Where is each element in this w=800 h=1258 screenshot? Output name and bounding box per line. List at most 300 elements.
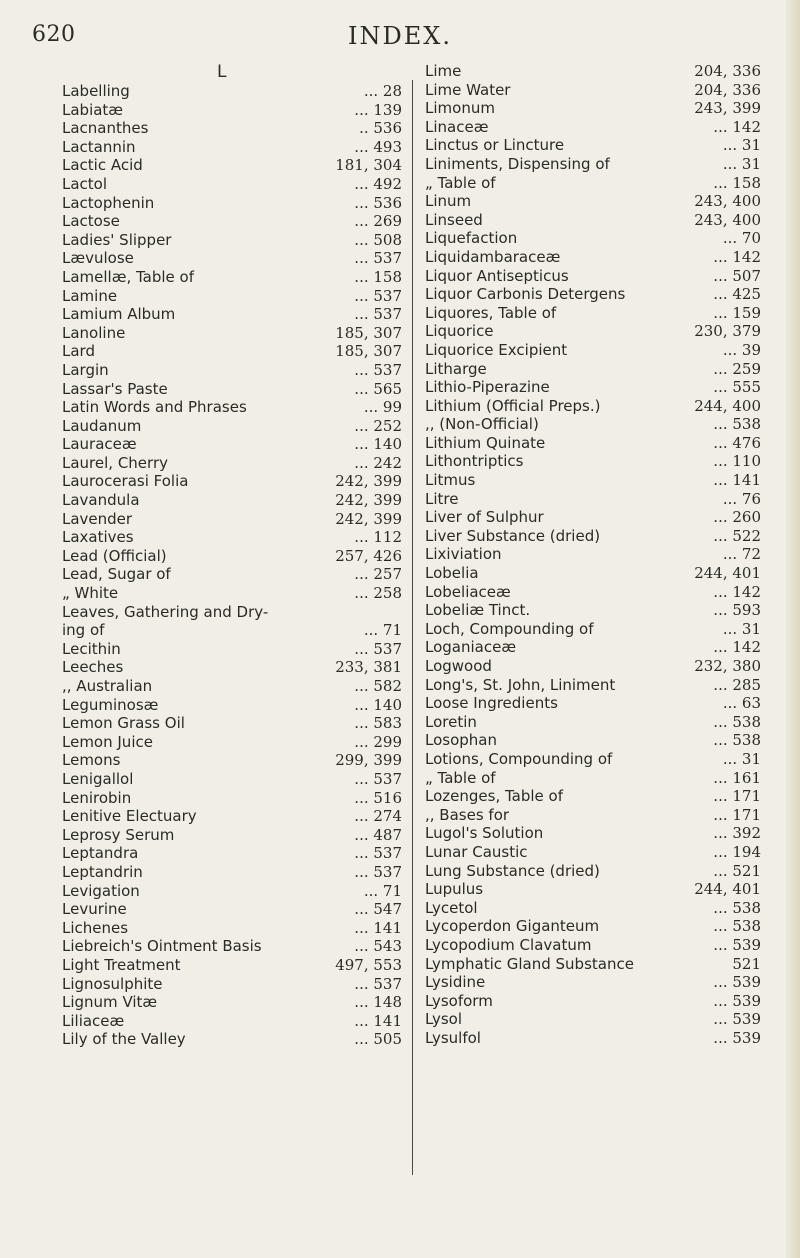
- index-entry: [425, 1010, 761, 1029]
- index-column-right: [425, 62, 761, 1047]
- entry-pages: ... 521: [713, 861, 761, 880]
- index-entry: [425, 81, 761, 100]
- index-entry: [62, 435, 402, 454]
- index-entry: [425, 955, 761, 974]
- index-entry: [62, 472, 402, 491]
- entry-pages: ... 582: [354, 677, 402, 695]
- page-header: [0, 22, 800, 54]
- index-entry: [62, 1030, 402, 1049]
- index-entry: [62, 138, 402, 157]
- entry-term: Lixiviation: [425, 545, 502, 564]
- entry-pages: ... 538: [713, 712, 761, 731]
- index-entry: [62, 565, 402, 584]
- index-entry: [425, 899, 761, 918]
- entry-term: Loganiaceæ: [425, 638, 517, 657]
- entry-pages: ... 110: [713, 452, 761, 471]
- entry-pages: .. 536: [359, 119, 402, 138]
- index-entry: [62, 491, 402, 510]
- entry-term: Leaves, Gathering and Dry-: [62, 602, 269, 621]
- index-entry: [62, 658, 402, 677]
- index-entry: [425, 601, 761, 620]
- entry-pages: ... 539: [713, 973, 761, 992]
- index-entry: [425, 880, 761, 899]
- entry-pages: 243, 399: [694, 99, 761, 118]
- index-entry: [62, 770, 402, 789]
- index-entry: [62, 194, 402, 213]
- entry-term: Lithium Quinate: [425, 433, 546, 452]
- index-entry: [425, 136, 761, 155]
- entry-term: Liliaceæ: [62, 1011, 125, 1030]
- entry-pages: ... 257: [354, 565, 402, 584]
- entry-pages: ... 538: [713, 898, 761, 917]
- index-entry: [62, 305, 402, 324]
- entry-pages: ... 536: [354, 193, 402, 212]
- entry-pages: ... 539: [713, 1028, 761, 1047]
- page-edge: [786, 0, 800, 1258]
- index-entry: [62, 1012, 402, 1031]
- index-entry: [425, 192, 761, 211]
- entry-term: Leptandrin: [62, 862, 143, 881]
- entry-pages: 232, 380: [694, 657, 761, 675]
- entry-term: Lemons: [62, 751, 121, 770]
- index-entry: [62, 361, 402, 380]
- index-entry: [62, 212, 402, 231]
- entry-term: Lunar Caustic: [425, 842, 528, 861]
- entry-pages: ... 63: [722, 694, 761, 713]
- entry-pages: ... 72: [722, 545, 761, 564]
- entry-pages: ... 539: [713, 1010, 761, 1029]
- index-entry: [62, 677, 402, 696]
- entry-term: Logwood: [425, 657, 492, 675]
- index-entry: [425, 657, 761, 676]
- index-entry: [62, 714, 402, 733]
- entry-pages: ... 487: [354, 825, 402, 844]
- entry-term: Liniments, Dispensing of: [425, 154, 610, 173]
- index-entry: [425, 118, 761, 137]
- entry-term: Linum: [425, 192, 472, 211]
- entry-term: ,, Bases for: [425, 805, 510, 824]
- index-entry: [62, 249, 402, 268]
- entry-pages: ... 538: [713, 731, 761, 750]
- index-entry: [425, 843, 761, 862]
- index-entry: [425, 248, 761, 267]
- entry-pages: ... 76: [722, 489, 761, 508]
- entry-term: Leptandra: [62, 844, 139, 863]
- index-entry: [425, 936, 761, 955]
- entry-term: Lamellæ, Table of: [62, 267, 195, 286]
- entry-term: Lactannin: [62, 137, 136, 156]
- index-entry: [62, 510, 402, 529]
- entry-term: Long's, St. John, Liniment: [425, 675, 616, 694]
- entry-pages: ... 159: [713, 303, 761, 322]
- index-entry: [425, 508, 761, 527]
- entry-term: Laudanum: [62, 416, 142, 435]
- entry-pages: 230, 379: [694, 322, 761, 341]
- entry-term: Lemon Juice: [62, 732, 153, 751]
- index-entry: [62, 231, 402, 250]
- entry-pages: ... 158: [713, 173, 761, 192]
- entry-term: Lily of the Valley: [62, 1030, 186, 1049]
- entry-list-right: [425, 62, 761, 1047]
- index-entry: [62, 342, 402, 361]
- entry-term: Ladies' Slipper: [62, 230, 172, 249]
- entry-term: Liquores, Table of: [425, 303, 557, 322]
- entry-pages: ... 547: [354, 900, 402, 919]
- entry-term: Loretin: [425, 712, 477, 731]
- index-entry: [62, 882, 402, 901]
- entry-pages: ... 493: [354, 137, 402, 156]
- entry-pages: ... 507: [713, 266, 761, 285]
- section-letter: L: [217, 62, 227, 82]
- entry-pages: 181, 304: [335, 156, 402, 175]
- entry-term: Lithium (Official Preps.): [425, 396, 601, 415]
- index-entry: [62, 807, 402, 826]
- entry-pages: ... 285: [713, 675, 761, 694]
- entry-pages: ... 71: [363, 881, 402, 900]
- entry-term: Lysoform: [425, 991, 493, 1010]
- index-entry: [425, 676, 761, 695]
- index-entry: [62, 417, 402, 436]
- entry-term: Laurel, Cherry: [62, 453, 168, 472]
- entry-term: Lysulfol: [425, 1028, 481, 1047]
- index-entry: [425, 620, 761, 639]
- entry-term: Liebreich's Ointment Basis: [62, 937, 262, 956]
- index-entry: [425, 490, 761, 509]
- index-entry: [62, 547, 402, 566]
- entry-pages: 244, 401: [694, 880, 761, 899]
- index-entry: [425, 155, 761, 174]
- entry-term: Lard: [62, 342, 95, 361]
- entry-term: Lamium Album: [62, 305, 176, 324]
- entry-term: Lozenges, Table of: [425, 787, 563, 806]
- entry-pages: ... 476: [713, 433, 761, 452]
- index-entry: [425, 285, 761, 304]
- entry-term: Lead (Official): [62, 546, 167, 565]
- entry-term: Liver of Sulphur: [425, 508, 544, 527]
- entry-term: Latin Words and Phrases: [62, 398, 247, 417]
- entry-pages: 497, 553: [335, 955, 402, 974]
- entry-pages: ... 140: [354, 695, 402, 714]
- index-entry: [425, 564, 761, 583]
- entry-term: Lupulus: [425, 880, 484, 899]
- index-entry: [425, 694, 761, 713]
- index-entry: [62, 863, 402, 882]
- entry-pages: 299, 399: [335, 751, 402, 770]
- entry-pages: ... 141: [354, 918, 402, 937]
- entry-pages: ... 565: [354, 379, 402, 398]
- index-entry: [425, 304, 761, 323]
- entry-pages: 244, 401: [694, 564, 761, 583]
- entry-term: Laurocerasi Folia: [62, 472, 189, 491]
- entry-pages: ... 522: [713, 526, 761, 545]
- entry-term: „ Table of: [425, 173, 496, 192]
- entry-pages: ... 539: [713, 991, 761, 1010]
- index-entry: [425, 750, 761, 769]
- entry-term: Lanoline: [62, 323, 126, 342]
- entry-term: Linctus or Lincture: [425, 136, 565, 155]
- entry-pages: ... 258: [354, 584, 402, 603]
- index-entry: [425, 787, 761, 806]
- entry-pages: 185, 307: [335, 323, 402, 342]
- entry-term: Leeches: [62, 658, 124, 677]
- entry-term: Linaceæ: [425, 117, 489, 136]
- entry-pages: ... 537: [354, 862, 402, 881]
- entry-pages: ... 537: [354, 249, 402, 268]
- entry-pages: ... 537: [354, 286, 402, 305]
- index-entry: [425, 992, 761, 1011]
- entry-pages: ... 31: [722, 619, 761, 638]
- index-entry: [62, 268, 402, 287]
- entry-term: Lotions, Compounding of: [425, 749, 613, 768]
- entry-pages: ... 543: [354, 937, 402, 956]
- entry-term: Leguminosæ: [62, 695, 159, 714]
- index-entry: [62, 993, 402, 1012]
- entry-pages: ... 99: [363, 398, 402, 417]
- entry-pages: ... 142: [713, 117, 761, 136]
- index-entry: [62, 380, 402, 399]
- entry-term: ,, Australian: [62, 677, 153, 695]
- entry-pages: ... 260: [713, 508, 761, 527]
- index-entry: [62, 919, 402, 938]
- index-entry: [62, 454, 402, 473]
- entry-pages: ... 537: [354, 639, 402, 658]
- entry-term: Lobeliaceæ: [425, 582, 511, 601]
- entry-term: Liquor Carbonis Detergens: [425, 285, 626, 304]
- index-entry: [62, 156, 402, 175]
- entry-pages: 242, 399: [335, 472, 402, 491]
- index-column-left: [62, 62, 402, 1049]
- index-entry: [425, 973, 761, 992]
- index-entry: [62, 398, 402, 417]
- index-entry: [62, 603, 402, 622]
- entry-term: Levurine: [62, 900, 127, 919]
- entry-term: „ White: [62, 584, 119, 603]
- entry-pages: ... 28: [363, 82, 402, 100]
- index-entry: [425, 267, 761, 286]
- entry-pages: ... 505: [354, 1030, 402, 1049]
- entry-pages: ... 171: [713, 787, 761, 806]
- index-entry: [62, 640, 402, 659]
- entry-term: Lycoperdon Giganteum: [425, 917, 600, 936]
- index-entry: [425, 341, 761, 360]
- entry-term: Lymphatic Gland Substance: [425, 954, 634, 973]
- index-entry: [62, 119, 402, 138]
- index-entry: [425, 583, 761, 602]
- entry-pages: ... 539: [713, 935, 761, 954]
- entry-pages: ... 537: [354, 844, 402, 863]
- entry-pages: ... 583: [354, 714, 402, 733]
- entry-pages: ... 141: [713, 471, 761, 490]
- index-entry: [425, 397, 761, 416]
- index-entry: [62, 82, 402, 101]
- index-entry: [425, 471, 761, 490]
- index-entry: [425, 229, 761, 248]
- entry-term: Liver Substance (dried): [425, 526, 601, 545]
- entry-pages: ... 269: [354, 212, 402, 231]
- page-title: INDEX.: [348, 22, 452, 50]
- entry-pages: ... 508: [354, 230, 402, 249]
- index-entry: [62, 975, 402, 994]
- index-entry: [62, 751, 402, 770]
- entry-pages: ... 142: [713, 247, 761, 266]
- entry-term: Lactic Acid: [62, 156, 143, 175]
- entry-term: Liquorice: [425, 322, 494, 341]
- index-entry: [62, 324, 402, 343]
- index-entry: [62, 621, 402, 640]
- entry-pages: ... 141: [354, 1011, 402, 1030]
- entry-term: Lead, Sugar of: [62, 565, 171, 584]
- entry-term: Liquefaction: [425, 229, 518, 248]
- entry-pages: ... 112: [354, 528, 402, 547]
- index-entry: [62, 826, 402, 845]
- entry-term: Lavandula: [62, 491, 140, 510]
- index-entry: [425, 452, 761, 471]
- entry-pages: ... 148: [354, 993, 402, 1012]
- entry-pages: 242, 399: [335, 491, 402, 510]
- index-entry: [62, 101, 402, 120]
- index-entry: [425, 415, 761, 434]
- entry-pages: 243, 400: [694, 192, 761, 211]
- entry-pages: ... 171: [713, 805, 761, 824]
- index-entry: [425, 62, 761, 81]
- entry-term: Lignum Vitæ: [62, 993, 158, 1012]
- entry-pages: 257, 426: [335, 546, 402, 565]
- index-entry: [62, 844, 402, 863]
- entry-pages: ... 537: [354, 974, 402, 993]
- entry-term: Lithio-Piperazine: [425, 378, 550, 397]
- entry-pages: 521: [732, 954, 761, 973]
- entry-pages: 244, 400: [694, 396, 761, 415]
- entry-pages: ... 70: [722, 229, 761, 248]
- entry-term: Lycopodium Clavatum: [425, 935, 592, 954]
- index-entry: [62, 937, 402, 956]
- entry-term: Labelling: [62, 82, 130, 100]
- entry-term: Lævulose: [62, 249, 134, 268]
- entry-pages: ... 161: [713, 768, 761, 787]
- entry-term: Lamine: [62, 286, 118, 305]
- index-entry: [425, 322, 761, 341]
- entry-pages: ... 39: [722, 340, 761, 359]
- entry-pages: ... 555: [713, 378, 761, 397]
- entry-term: Liquorice Excipient: [425, 340, 568, 359]
- entry-term: Lenitive Electuary: [62, 807, 197, 826]
- entry-term: Litre: [425, 489, 459, 508]
- entry-term: Liquidambaraceæ: [425, 247, 561, 266]
- index-entry: [425, 99, 761, 118]
- index-entry: [62, 528, 402, 547]
- entry-pages: ... 492: [354, 174, 402, 193]
- entry-term: Litmus: [425, 471, 476, 490]
- index-entry: [62, 584, 402, 603]
- entry-term: „ Table of: [425, 768, 496, 787]
- index-entry: [62, 900, 402, 919]
- entry-pages: ... 252: [354, 416, 402, 435]
- entry-pages: ... 392: [713, 824, 761, 843]
- index-entry: [425, 360, 761, 379]
- entry-pages: ... 538: [713, 917, 761, 936]
- index-entry: [62, 175, 402, 194]
- entry-term: Lenirobin: [62, 788, 132, 807]
- entry-term: Litharge: [425, 359, 487, 378]
- entry-pages: ... 299: [354, 732, 402, 751]
- entry-term: Lacnanthes: [62, 119, 149, 138]
- index-entry: [425, 731, 761, 750]
- index-entry: [425, 434, 761, 453]
- entry-pages: ... 71: [363, 621, 402, 640]
- entry-term: Liquor Antisepticus: [425, 266, 569, 285]
- entry-term: Lithontriptics: [425, 452, 524, 471]
- entry-term: ,, (Non-Official): [425, 415, 539, 434]
- entry-pages: ... 516: [354, 788, 402, 807]
- entry-term: Lysidine: [425, 973, 486, 992]
- entry-pages: ... 425: [713, 285, 761, 304]
- index-entry: [62, 789, 402, 808]
- entry-pages: ... 139: [354, 100, 402, 119]
- index-entry: [425, 545, 761, 564]
- entry-term: Leprosy Serum: [62, 825, 175, 844]
- entry-pages: ... 538: [713, 415, 761, 434]
- entry-term: Lycetol: [425, 898, 478, 917]
- entry-term: Labiatæ: [62, 100, 124, 119]
- entry-term: Lobelia: [425, 564, 479, 583]
- index-entry: [425, 378, 761, 397]
- entry-term: Lignosulphite: [62, 974, 163, 993]
- entry-term: Lemon Grass Oil: [62, 714, 185, 733]
- entry-term: Lavender: [62, 509, 133, 528]
- entry-term: ing of: [62, 621, 105, 640]
- entry-term: Lactophenin: [62, 193, 155, 212]
- entry-term: Lactol: [62, 174, 108, 193]
- entry-pages: ... 593: [713, 601, 761, 620]
- entry-pages: ... 537: [354, 769, 402, 788]
- entry-term: Losophan: [425, 731, 497, 750]
- index-entry: [425, 862, 761, 881]
- entry-pages: ... 31: [722, 136, 761, 155]
- index-entry: [425, 769, 761, 788]
- entry-term: Limonum: [425, 99, 495, 118]
- entry-term: Loose Ingredients: [425, 694, 558, 713]
- entry-term: Linseed: [425, 210, 483, 229]
- index-entry: [62, 287, 402, 306]
- entry-term: Levigation: [62, 881, 140, 900]
- entry-pages: 204, 336: [694, 80, 761, 99]
- entry-pages: ... 142: [713, 582, 761, 601]
- index-entry: [62, 956, 402, 975]
- entry-term: Lysol: [425, 1010, 463, 1029]
- entry-pages: 204, 336: [694, 62, 761, 80]
- entry-pages: 233, 381: [335, 658, 402, 677]
- entry-pages: 242, 399: [335, 509, 402, 528]
- entry-term: Loch, Compounding of: [425, 619, 594, 638]
- entry-term: Light Treatment: [62, 955, 181, 974]
- entry-pages: ... 242: [354, 453, 402, 472]
- index-entry: [425, 211, 761, 230]
- entry-pages: ... 194: [713, 842, 761, 861]
- index-entry: [425, 806, 761, 825]
- entry-term: Lime Water: [425, 80, 511, 99]
- entry-list-left: [62, 82, 402, 1049]
- index-entry: [425, 1029, 761, 1048]
- index-entry: [425, 917, 761, 936]
- index-entry: [62, 696, 402, 715]
- entry-term: Lime: [425, 62, 462, 80]
- entry-pages: 243, 400: [694, 210, 761, 229]
- entry-term: Lung Substance (dried): [425, 861, 600, 880]
- entry-term: Lobeliæ Tinct.: [425, 601, 531, 620]
- entry-pages: ... 140: [354, 435, 402, 454]
- index-entry: [425, 174, 761, 193]
- entry-term: Lichenes: [62, 918, 129, 937]
